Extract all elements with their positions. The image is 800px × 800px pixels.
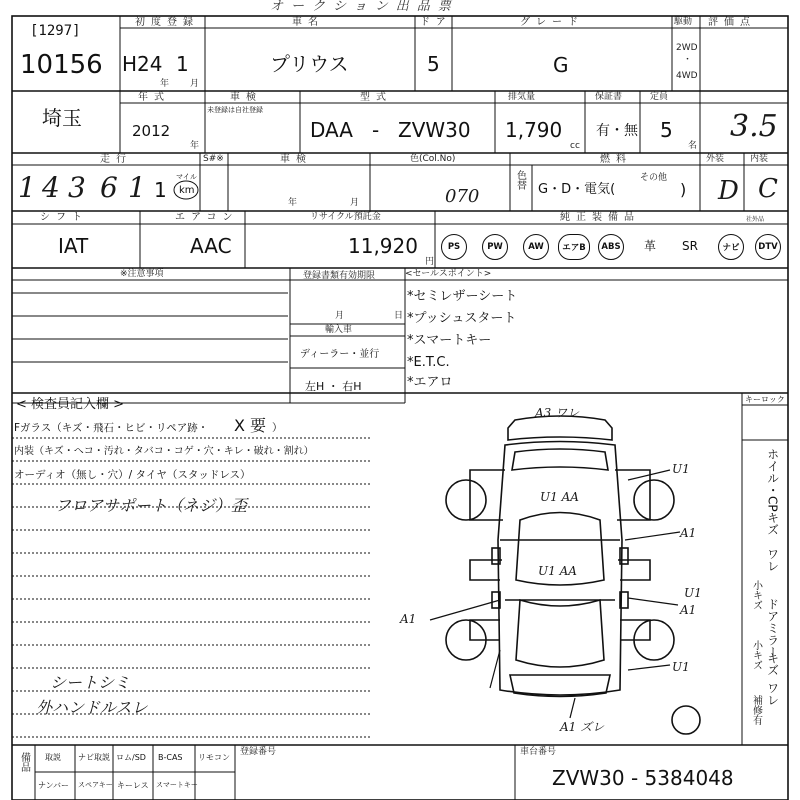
fuel-other: その他: [640, 173, 668, 183]
import-dealer: ディーラー・並行: [300, 349, 380, 360]
mark-fender-right: U1: [672, 462, 690, 476]
equipment-leather: 革: [644, 239, 657, 253]
sales-point: *エアロ: [407, 375, 453, 390]
drive-4wd: 4WD: [676, 71, 698, 81]
mileage-digit: 1: [128, 171, 146, 204]
inspection-due-header: 車検: [280, 154, 312, 165]
legend-mirror-crack: ワレ: [765, 682, 780, 706]
inspector-glass-close: ）: [272, 422, 283, 434]
drive-header: 駆動: [674, 17, 693, 27]
bottom-side-label: 備品: [18, 752, 30, 772]
fuel-close: ): [680, 180, 687, 199]
fuel-options: G・D・電気(: [538, 182, 616, 197]
mileage-digit: 6: [100, 171, 118, 204]
mileage-digit: 4: [42, 171, 60, 204]
shift-value: IAT: [58, 234, 89, 258]
legend-wheel: ホイル・CPキズ: [765, 448, 780, 536]
mileage-unit-km: km: [179, 185, 195, 196]
model-year-suffix: 年: [190, 141, 200, 151]
first-reg-month: 1: [176, 52, 189, 76]
inspector-audio: オーディオ（無し・穴）/ タイヤ（スタッドレス）: [14, 469, 251, 481]
displacement-value: 1,790: [505, 118, 563, 142]
inspection-due-month: 月: [350, 198, 360, 208]
doc-number: ナンバー: [38, 781, 70, 790]
model-dash: -: [372, 118, 380, 142]
sheet-title: オークション出品票: [270, 0, 459, 14]
legend-mirror-scratch: キズ: [765, 652, 780, 676]
mark-rear-bumper: A1 ズレ: [560, 720, 605, 734]
reg-deadline-header: 登録書類有効期限: [303, 271, 376, 281]
drive-2wd: 2WD: [676, 43, 698, 53]
doc-bcas: B-CAS: [158, 753, 183, 762]
evaluation-score: 3.5: [730, 109, 778, 144]
import-steering: 左H ・ 右H: [305, 380, 362, 393]
capacity-value: 5: [660, 118, 673, 142]
aircon-header: エアコン: [175, 212, 239, 223]
car-name-header: 車名: [292, 17, 324, 28]
sales-point: *プッシュスタート: [407, 311, 517, 326]
shift-header: シフト: [40, 212, 88, 223]
equipment-ps: PS: [441, 234, 467, 260]
doc-rom-sd: ロム/SD: [116, 753, 146, 762]
recycle-header: リサイクル預託金: [310, 212, 381, 222]
aircon-value: AAC: [190, 234, 232, 258]
model-year-header: 年式: [138, 92, 170, 103]
sales-points-header: <セールスポイント>: [405, 269, 492, 279]
car-name: プリウス: [270, 52, 349, 76]
first-reg-month-suffix: 月: [190, 79, 200, 89]
inspection-header: 車検: [230, 92, 262, 103]
color-value: 070: [445, 186, 480, 207]
doc-remote: リモコン: [198, 753, 230, 762]
capacity-unit: 名: [688, 141, 698, 151]
inspector-header: < 検査員記入欄 >: [16, 397, 125, 412]
inspector-note-handle: 外ハンドルスレ: [36, 698, 148, 717]
sales-point: *E.T.C.: [407, 355, 450, 370]
inspector-glass-mark: X 要: [234, 416, 267, 435]
mileage-unit-mile: マイル: [176, 173, 197, 181]
chassis-header: 車台番号: [520, 747, 557, 757]
color-change-label: 色替: [514, 170, 526, 190]
doc-keyless: キーレス: [117, 781, 149, 790]
reg-deadline-day: 日: [394, 311, 404, 321]
sales-point: *スマートキー: [407, 333, 492, 348]
doors-header: ドア: [420, 17, 452, 28]
legend-mirror: ドアミラー: [765, 598, 780, 658]
prefecture: 埼玉: [42, 106, 82, 130]
displacement-unit: cc: [570, 141, 580, 151]
equipment-sr: SR: [682, 239, 698, 253]
legend-repaired: 補修有: [750, 695, 762, 725]
doc-manual: 取説: [45, 753, 61, 762]
mileage-digit: 1: [18, 171, 38, 204]
interior-header: 内装: [750, 154, 769, 164]
inspector-note-seat: シートシミ: [50, 673, 131, 692]
displacement-header: 排気量: [508, 92, 536, 102]
capacity-header: 定員: [650, 92, 669, 102]
first-reg-header: 初度登録: [135, 17, 199, 28]
mark-windshield: A3 ワレ: [535, 406, 580, 420]
model-code: ZVW30: [398, 118, 471, 142]
doc-navi-manual: ナビ取説: [78, 753, 110, 762]
sales-point: *セミレザーシート: [407, 289, 518, 304]
inspector-interior: 内装（キズ・へコ・汚れ・タバコ・コゲ・穴・キレ・破れ・割れ）: [14, 446, 314, 457]
equipment-header: 純正装備品: [560, 212, 640, 223]
mark-left-side: A1: [400, 612, 417, 626]
first-reg-year-suffix: 年: [160, 79, 170, 89]
evaluation-header: 評価点: [708, 17, 756, 28]
inspection-due-year: 年: [288, 198, 298, 208]
inspector-note-floor: フロアサポート（ネジ）歪: [55, 496, 248, 515]
color-header: 色(Col.No): [410, 154, 456, 164]
legend-wheel-minor: 小キズ: [750, 580, 762, 610]
keylock-label: キーロック: [745, 395, 785, 404]
mileage-header: 走行: [100, 154, 132, 165]
s-number-header: S#※: [203, 154, 224, 164]
chassis-number: ZVW30 - 5384048: [552, 766, 734, 790]
doors-value: 5: [427, 52, 440, 76]
warranty-value: 有・無: [596, 123, 638, 139]
mark-rear-door-right-2: A1: [680, 603, 697, 617]
fuel-header: 燃料: [600, 154, 632, 165]
exterior-header: 外装: [706, 154, 725, 164]
equipment-note: 社外品: [746, 216, 765, 223]
doc-smart-key: スマートキー: [156, 781, 198, 789]
model-prefix: DAA: [310, 118, 353, 142]
mark-roof: U1 AA: [538, 564, 577, 578]
recycle-unit: 円: [425, 257, 435, 267]
equipment-pw: PW: [482, 234, 508, 260]
mark-front-door-right: A1: [680, 526, 697, 540]
import-header: 輸入車: [325, 325, 353, 335]
mileage-digit: 1: [154, 178, 167, 202]
equipment-abs: ABS: [598, 234, 624, 260]
legend-wheel-crack: ワレ: [765, 548, 780, 572]
interior-value: C: [758, 174, 778, 204]
lot-code: [1297]: [30, 23, 81, 39]
reg-deadline-month: 月: [335, 311, 345, 321]
notes-header: ※注意事項: [120, 269, 164, 279]
mark-hood: U1 AA: [540, 490, 579, 504]
recycle-value: 11,920: [348, 234, 418, 258]
model-year: 2012: [132, 122, 171, 140]
drive-dot: ・: [683, 55, 693, 65]
equipment-navi: ナビ: [718, 234, 744, 260]
inspector-glass: Fガラス（キズ・飛石・ヒビ・リペア跡・: [14, 422, 209, 434]
first-reg-era: H24: [122, 52, 163, 76]
mark-rear-door-right: U1: [684, 586, 702, 600]
legend-mirror-minor: 小キズ: [750, 640, 762, 670]
doc-spare-key: スペアキー: [78, 781, 113, 789]
model-code-header: 型式: [360, 92, 392, 103]
grade-header: グレード: [520, 17, 584, 28]
equipment-aw: AW: [523, 234, 549, 260]
inspection-note: 未登録は自社登録: [207, 106, 263, 114]
mark-quarter-right: U1: [672, 660, 690, 674]
lot-number: 10156: [20, 50, 103, 80]
exterior-value: D: [718, 176, 739, 206]
equipment-dtv: DTV: [755, 234, 781, 260]
reg-no-header: 登録番号: [240, 747, 277, 757]
warranty-header: 保証書: [595, 92, 623, 102]
equipment-airbag: エアB: [558, 234, 590, 260]
mileage-digit: 3: [68, 171, 86, 204]
grade-value: G: [553, 53, 569, 77]
